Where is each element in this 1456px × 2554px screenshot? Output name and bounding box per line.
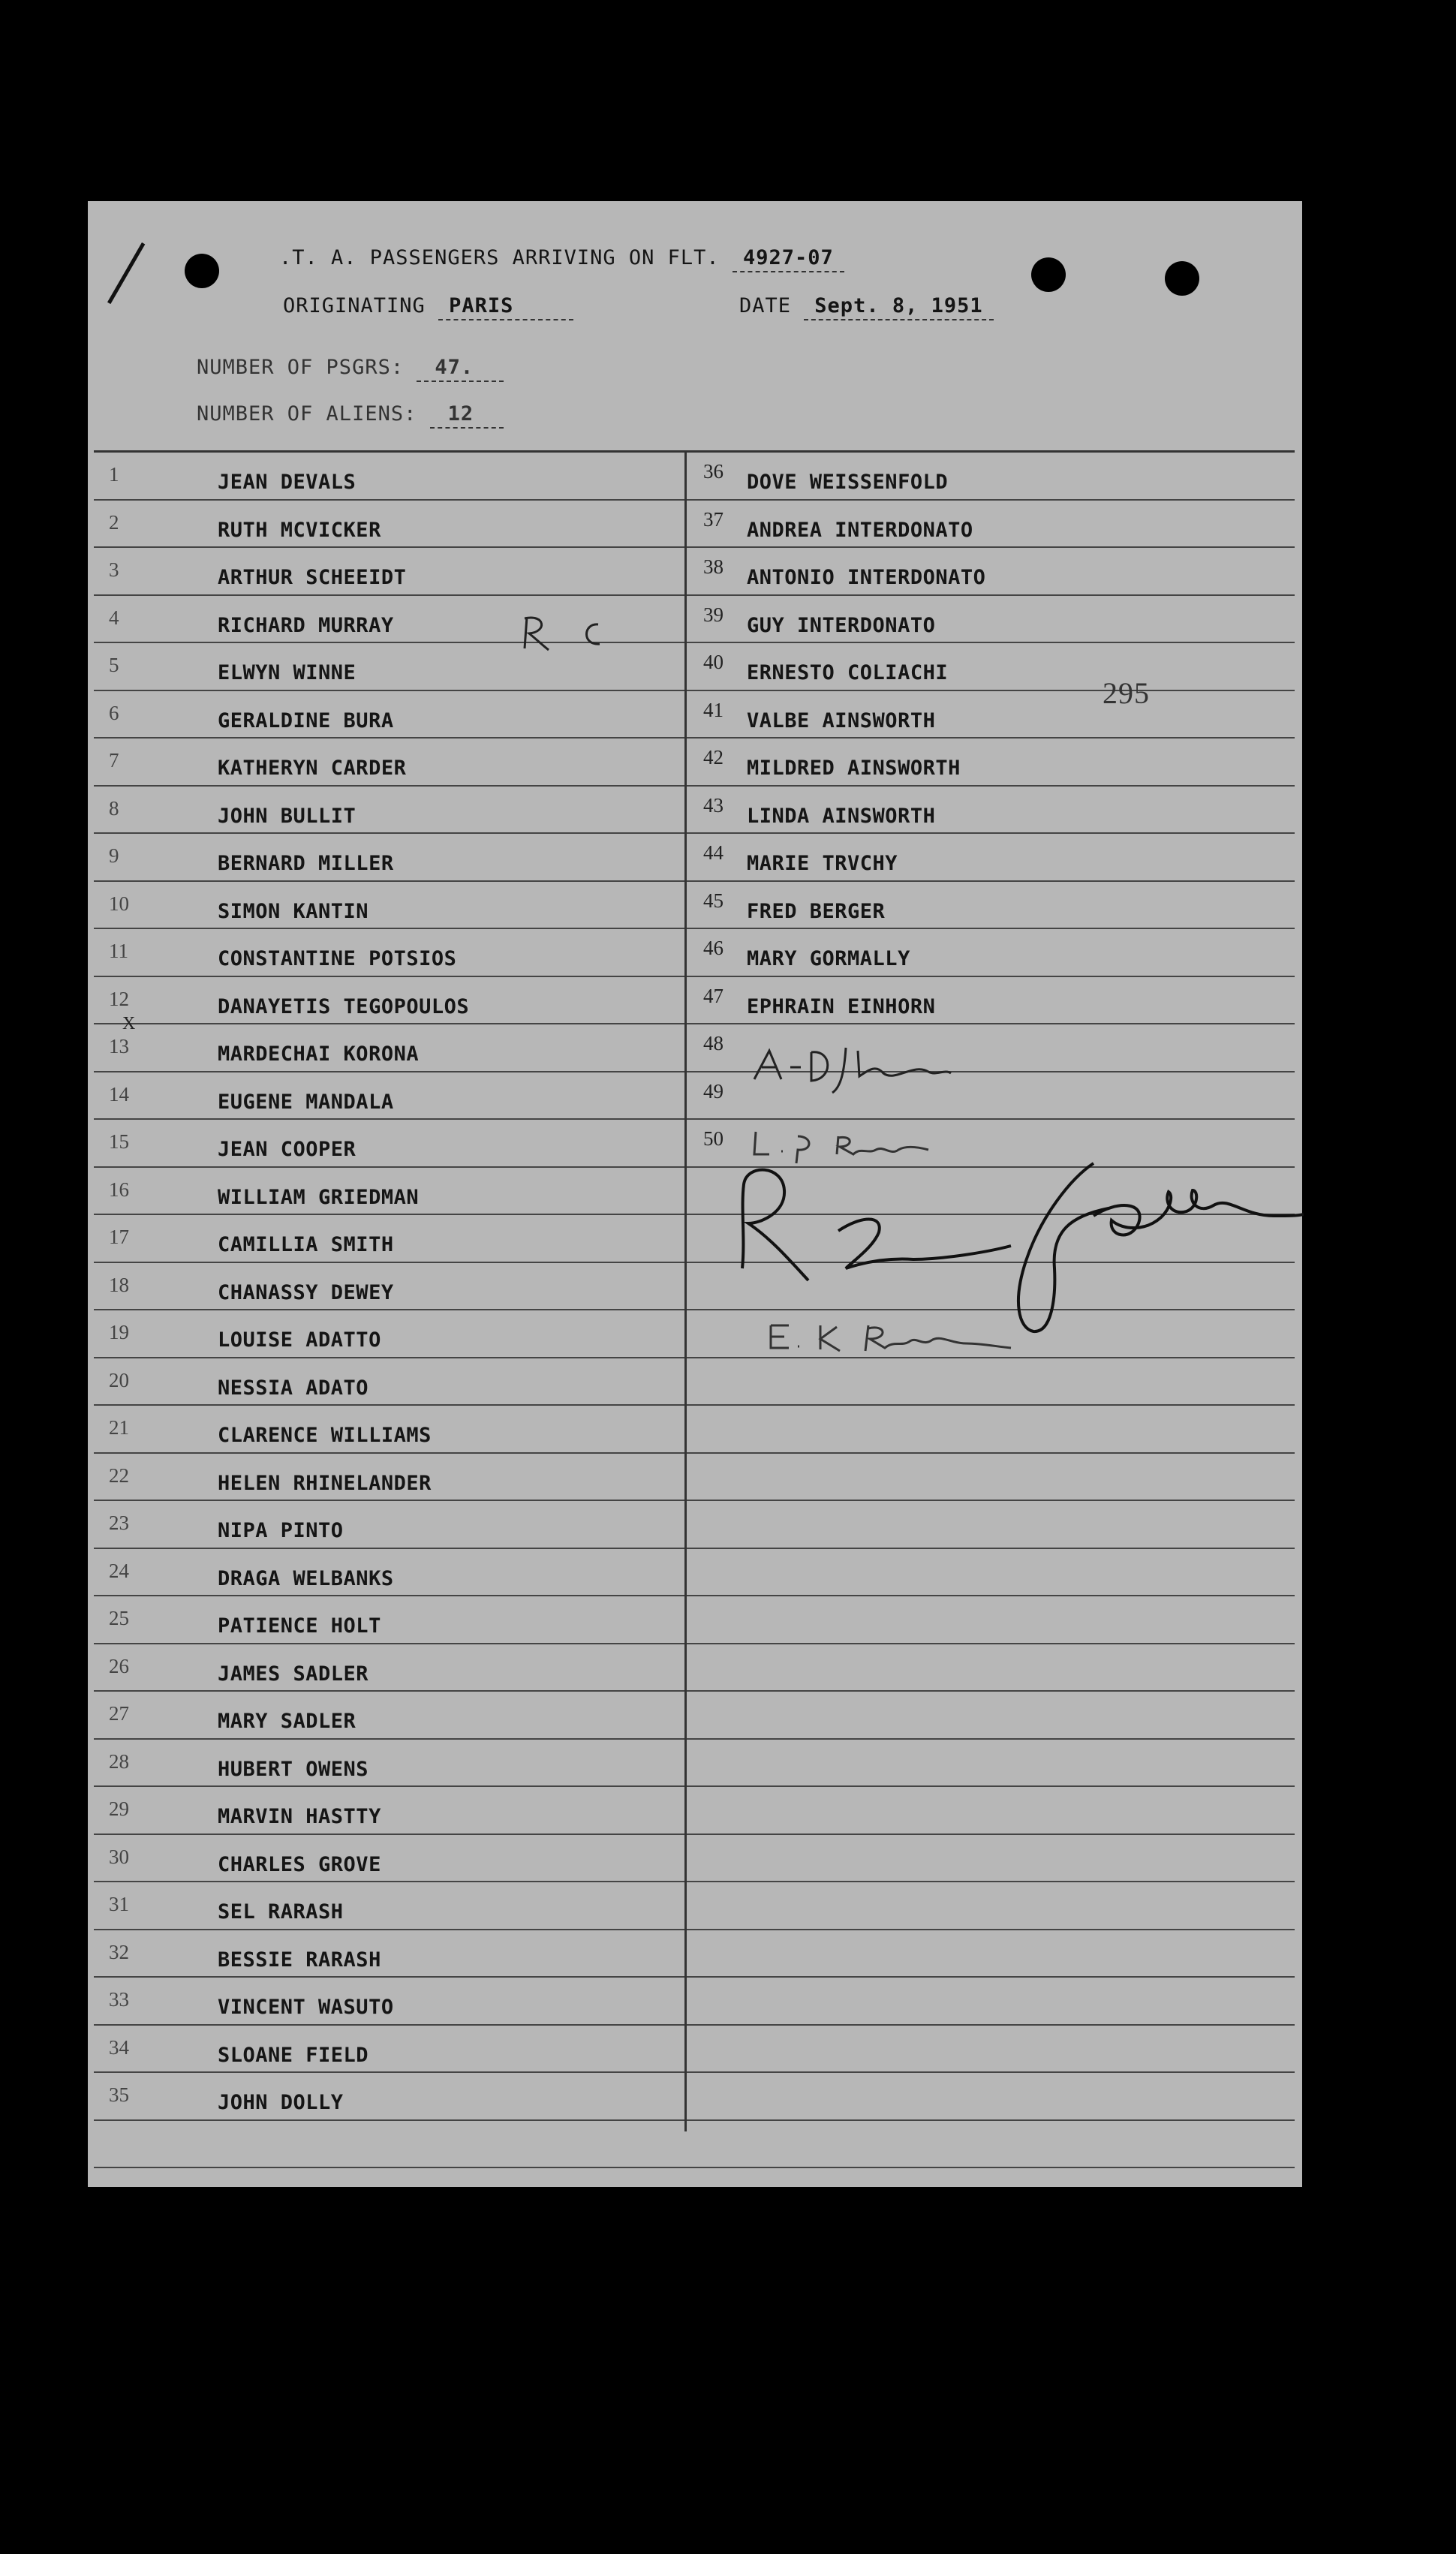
table-row bbox=[94, 1072, 1295, 1121]
passenger-number: 21 bbox=[109, 1416, 129, 1439]
passenger-name: MILDRED AINSWORTH bbox=[747, 757, 961, 780]
passenger-number: 4 bbox=[109, 606, 119, 629]
date-line bbox=[739, 294, 994, 320]
table-row bbox=[94, 1549, 1295, 1597]
passenger-name: EUGENE MANDALA bbox=[218, 1090, 394, 1114]
passenger-number: 10 bbox=[109, 892, 129, 915]
passenger-name: MARY GORMALLY bbox=[747, 947, 910, 970]
passenger-number: 25 bbox=[109, 1607, 129, 1629]
passenger-name: FRED BERGER bbox=[747, 899, 886, 923]
passenger-number: 35 bbox=[109, 2083, 129, 2106]
passenger-name: NIPA PINTO bbox=[218, 1519, 344, 1542]
passenger-number: 17 bbox=[109, 1226, 129, 1248]
pencil-slash-mark bbox=[107, 242, 145, 304]
passenger-number: 16 bbox=[109, 1178, 129, 1201]
aliens-label: NUMBER OF ALIENS: bbox=[197, 402, 417, 426]
passenger-number: 41 bbox=[703, 698, 723, 721]
passenger-name: DOVE WEISSENFOLD bbox=[747, 471, 949, 494]
passenger-number: 30 bbox=[109, 1845, 129, 1868]
table-row bbox=[94, 1024, 1295, 1072]
passenger-number: 18 bbox=[109, 1273, 129, 1296]
psgrs-value: 47. bbox=[417, 356, 504, 382]
psgrs-line bbox=[197, 356, 504, 382]
passenger-number: 27 bbox=[109, 1702, 129, 1725]
passenger-number: 47 bbox=[703, 984, 723, 1007]
passenger-number: 40 bbox=[703, 651, 723, 673]
passenger-number: 44 bbox=[703, 841, 723, 864]
passenger-name: RICHARD MURRAY bbox=[218, 613, 394, 637]
table-row bbox=[94, 2073, 1295, 2121]
passenger-number: 34 bbox=[109, 2035, 129, 2059]
passenger-name: GERALDINE BURA bbox=[218, 708, 394, 733]
inspector-initials-row4 bbox=[508, 612, 643, 657]
passenger-name: VINCENT WASUTO bbox=[218, 1996, 394, 2019]
passenger-name: PATIENCE HOLT bbox=[218, 1614, 381, 1638]
passenger-number: 23 bbox=[109, 1512, 129, 1534]
passenger-name: HELEN RHINELANDER bbox=[218, 1471, 432, 1495]
passenger-name: JEAN COOPER bbox=[218, 1138, 356, 1161]
passenger-number: 43 bbox=[703, 793, 723, 817]
passenger-number: 32 bbox=[109, 1940, 129, 1963]
table-row bbox=[94, 1358, 1295, 1406]
passenger-name: GUY INTERDONATO bbox=[747, 613, 936, 637]
passenger-number: 6 bbox=[109, 701, 119, 724]
table-row bbox=[94, 1835, 1295, 1883]
table-row bbox=[94, 787, 1295, 835]
passenger-name: HUBERT OWENS bbox=[218, 1757, 369, 1781]
passenger-name: JOHN DOLLY bbox=[218, 2091, 344, 2114]
table-row bbox=[94, 453, 1295, 501]
passenger-name: VALBE AINSWORTH bbox=[747, 708, 936, 733]
passenger-number: 13 bbox=[109, 1035, 129, 1057]
table-row bbox=[94, 1740, 1295, 1788]
inspector-signature-row19 bbox=[748, 1318, 1018, 1363]
punch-hole-mid bbox=[1031, 257, 1066, 292]
passenger-number: 7 bbox=[109, 749, 119, 772]
date-label: DATE bbox=[739, 294, 792, 317]
passenger-name: SLOANE FIELD bbox=[218, 2043, 369, 2067]
passenger-name: CHARLES GROVE bbox=[218, 1852, 381, 1876]
passenger-name: JEAN DEVALS bbox=[218, 471, 356, 494]
table-row bbox=[94, 1882, 1295, 1930]
aliens-line bbox=[197, 402, 504, 429]
passenger-number: 9 bbox=[109, 844, 119, 867]
table-row bbox=[94, 1406, 1295, 1454]
passenger-number: 1 bbox=[109, 463, 119, 486]
date-value: Sept. 8, 1951 bbox=[804, 294, 993, 320]
passenger-number: 45 bbox=[703, 889, 723, 912]
passenger-number: 48 bbox=[703, 1032, 723, 1054]
aliens-value: 12 bbox=[430, 402, 504, 429]
margin-x-mark: X bbox=[122, 1014, 136, 1033]
psgrs-label: NUMBER OF PSGRS: bbox=[197, 356, 405, 379]
table-row bbox=[94, 1692, 1295, 1740]
passenger-name: ERNESTO COLIACHI bbox=[747, 661, 949, 684]
flight-label: .T. A. PASSENGERS ARRIVING ON FLT. bbox=[279, 246, 720, 269]
passenger-number: 24 bbox=[109, 1559, 129, 1582]
passenger-name: WILLIAM GRIEDMAN bbox=[218, 1185, 420, 1209]
table-row bbox=[94, 596, 1295, 644]
passenger-name: BERNARD MILLER bbox=[218, 852, 394, 875]
passenger-number: 49 bbox=[703, 1079, 723, 1103]
passenger-number: 5 bbox=[109, 654, 119, 676]
passenger-name: LOUISE ADATTO bbox=[218, 1328, 381, 1352]
passenger-number: 36 bbox=[703, 460, 723, 483]
passenger-name: ELWYN WINNE bbox=[218, 661, 356, 684]
passenger-name: EPHRAIN EINHORN bbox=[747, 994, 936, 1018]
manifest-sheet bbox=[88, 201, 1302, 2187]
table-row bbox=[94, 1787, 1295, 1835]
passenger-number: 42 bbox=[703, 746, 723, 769]
table-row bbox=[94, 501, 1295, 549]
passenger-number: 29 bbox=[109, 1797, 129, 1820]
passenger-name: MARDECHAI KORONA bbox=[218, 1042, 420, 1066]
passenger-number: 33 bbox=[109, 1988, 129, 2011]
passenger-name: DANAYETIS TEGOPOULOS bbox=[218, 994, 470, 1018]
flight-number: 4927-07 bbox=[733, 246, 844, 272]
table-row bbox=[94, 739, 1295, 787]
punch-hole-right bbox=[1165, 261, 1199, 296]
passenger-name: JAMES SADLER bbox=[218, 1662, 369, 1686]
passenger-number: 46 bbox=[703, 937, 723, 959]
table-row bbox=[94, 1596, 1295, 1644]
passenger-number: 2 bbox=[109, 510, 119, 534]
passenger-name: SIMON KANTIN bbox=[218, 899, 369, 923]
passenger-name: ANDREA INTERDONATO bbox=[747, 518, 973, 542]
passenger-name: BESSIE RARASH bbox=[218, 1948, 381, 1972]
column-divider bbox=[684, 450, 687, 2131]
passenger-name: JOHN BULLIT bbox=[218, 804, 356, 828]
table-row bbox=[94, 882, 1295, 930]
flight-line bbox=[279, 246, 844, 272]
table-row bbox=[94, 834, 1295, 882]
passenger-number: 19 bbox=[109, 1321, 129, 1343]
passenger-name: DRAGA WELBANKS bbox=[218, 1566, 394, 1590]
passenger-name: CAMILLIA SMITH bbox=[218, 1233, 394, 1256]
passenger-number: 28 bbox=[109, 1749, 129, 1773]
table-row bbox=[94, 929, 1295, 977]
originating-label: ORIGINATING bbox=[283, 294, 426, 317]
passenger-number: 31 bbox=[109, 1893, 129, 1915]
table-row bbox=[94, 1930, 1295, 1978]
punch-hole-left bbox=[185, 254, 219, 288]
passenger-number: 20 bbox=[109, 1368, 129, 1391]
passenger-name: NESSIA ADATO bbox=[218, 1376, 369, 1400]
passenger-name: CLARENCE WILLIAMS bbox=[218, 1424, 432, 1447]
passenger-name: LINDA AINSWORTH bbox=[747, 804, 936, 828]
originating-line bbox=[283, 294, 573, 320]
passenger-number: 15 bbox=[109, 1130, 129, 1153]
passenger-name: SEL RARASH bbox=[218, 1900, 344, 1924]
table-row bbox=[94, 1644, 1295, 1692]
inspector-signature-row48 bbox=[748, 1040, 958, 1100]
passenger-number: 3 bbox=[109, 558, 119, 581]
table-row bbox=[94, 1501, 1295, 1549]
passenger-name: ARTHUR SCHEEIDT bbox=[218, 566, 407, 589]
table-row bbox=[94, 2121, 1295, 2169]
passenger-number: 8 bbox=[109, 796, 119, 820]
table-row bbox=[94, 1978, 1295, 2026]
passenger-number: 22 bbox=[109, 1464, 129, 1487]
passenger-name: MARVIN HASTTY bbox=[218, 1805, 381, 1828]
table-row bbox=[94, 2026, 1295, 2074]
table-row bbox=[94, 977, 1295, 1025]
passenger-name: CONSTANTINE POTSIOS bbox=[218, 947, 457, 970]
passenger-name: MARIE TRVCHY bbox=[747, 852, 898, 875]
table-row bbox=[94, 548, 1295, 596]
passenger-name: RUTH MCVICKER bbox=[218, 518, 381, 542]
originating-value: PARIS bbox=[438, 294, 573, 320]
table-row bbox=[94, 1454, 1295, 1502]
passenger-number: 38 bbox=[703, 555, 723, 578]
passenger-number: 26 bbox=[109, 1654, 129, 1677]
inspector-signature-large bbox=[718, 1148, 1304, 1343]
passenger-number: 50 bbox=[703, 1127, 723, 1150]
passenger-number: 39 bbox=[703, 603, 723, 626]
passenger-number: 37 bbox=[703, 507, 723, 531]
passenger-name: KATHERYN CARDER bbox=[218, 757, 407, 780]
passenger-name: CHANASSY DEWEY bbox=[218, 1280, 394, 1304]
passenger-number: 14 bbox=[109, 1082, 129, 1106]
passenger-name: MARY SADLER bbox=[218, 1710, 356, 1733]
passenger-number: 11 bbox=[109, 940, 128, 962]
reference-number: 295 bbox=[1103, 676, 1150, 710]
passenger-name: ANTONIO INTERDONATO bbox=[747, 566, 986, 589]
passenger-number: 12 bbox=[109, 987, 129, 1010]
